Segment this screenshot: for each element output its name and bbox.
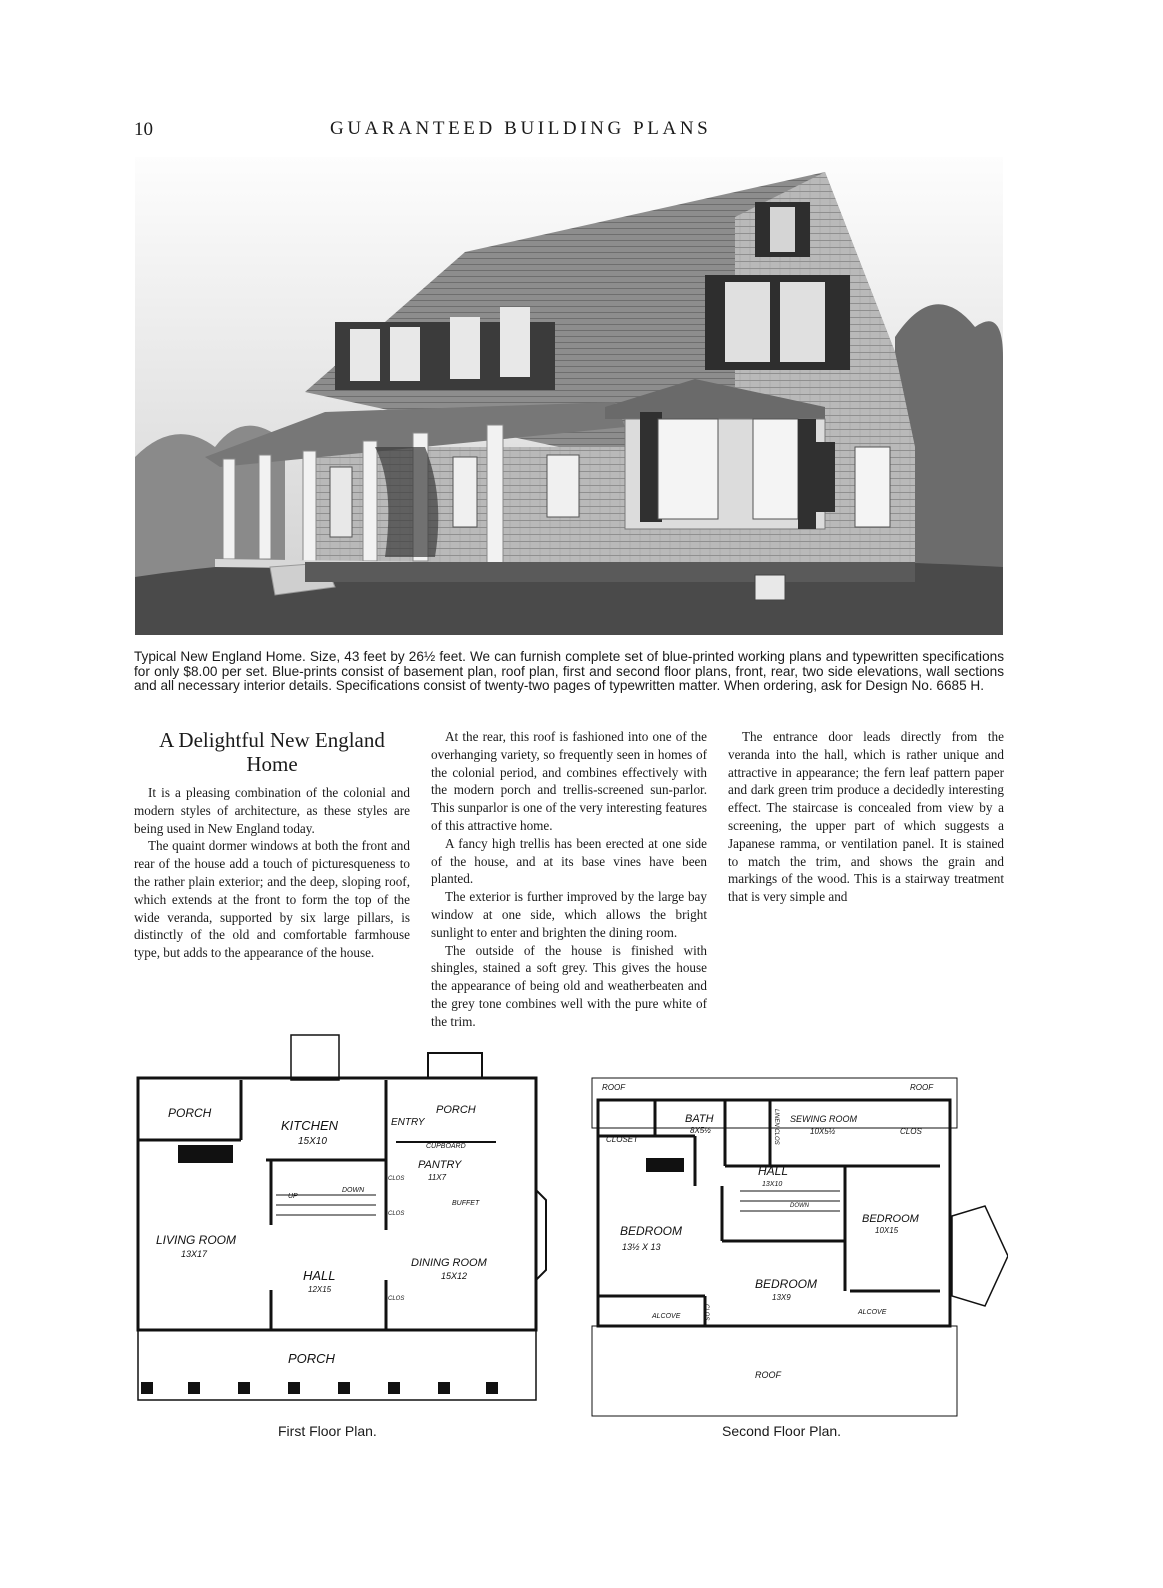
plan1-label-cupboard: CUPBOARD	[426, 1143, 466, 1150]
article-paragraph: At the rear, this roof is fashioned into one of the overhanging variety, so frequently seen in homes of the colonial period, and combines effectively with the modern porch and trellis-screened sun-parlor. This sunparlor is one of the very interesting features of this attractive home.	[431, 729, 707, 833]
running-title: GUARANTEED BUILDING PLANS	[330, 118, 712, 139]
article-paragraph: The exterior is further improved by the large bay window at one side, which allows the bright sunlight to enter and brighten the dining room.	[431, 889, 707, 940]
plan1-label-living-room: LIVING ROOM	[156, 1233, 237, 1247]
article-paragraph: The quaint dormer windows at both the front and rear of the house add a touch of picturesqueness to the rather plain exterior; and the deep, sloping roof, which extends at the front to form the top of the wide veranda, supported by six large pillars, is distinctly of the old and comfortable farmhouse type, but adds to the appearance of the house.	[134, 838, 410, 961]
house-photo	[135, 157, 1003, 635]
photo-caption: Typical New England Home. Size, 43 feet by 26½ feet. We can furnish complete set of blue-printed working plans and typewritten specifications for only $8.00 per set. Blue-prints consist of basement plan, roof plan, first and second floor plans, front, rear, two side elevations, wall sections and all necessary interior details. Specifications consist of twenty-two pages of typewritten matter. When ordering, ask for Design No. 6685 H.	[134, 649, 1004, 693]
plan2-label-bedroom-center-size: 13X9	[772, 1293, 791, 1302]
article-column-3	[728, 728, 1004, 906]
plan1-label-entry: ENTRY	[391, 1117, 425, 1128]
plan1-label-up: UP	[288, 1193, 298, 1200]
plan1-label-dining-room-size: 15X12	[441, 1271, 468, 1281]
article-column-1	[134, 728, 410, 962]
plan1-label-clos-2: CLOS	[388, 1211, 405, 1217]
article-paragraph: It is a pleasing combination of the colonial and modern styles of architecture, as these styles are being used in New England today.	[134, 785, 410, 836]
plan2-label-alcove-right: ALCOVE	[858, 1309, 887, 1316]
article-title: A Delightful New England Home	[159, 728, 385, 776]
article-paragraph: The outside of the house is finished with shingles, stained a soft grey. This gives the house the appearance of being old and weatherbeaten and the grey tone combines well with the pure white of the trim.	[431, 942, 707, 1029]
plan1-label-clos-3: CLOS	[388, 1296, 405, 1302]
plan1-label-porch-top-right: PORCH	[436, 1104, 476, 1116]
plan2-label-linen-clos: LINEN CLOS	[773, 1109, 779, 1145]
plan2-label-sewing-room-size: 10X5½	[810, 1127, 836, 1136]
plan1-label-kitchen-size: 15X10	[298, 1136, 327, 1147]
plan2-label-bedroom-center: BEDROOM	[755, 1277, 818, 1291]
article-column-2	[431, 728, 707, 1031]
plan1-label-pantry: PANTRY	[418, 1159, 462, 1171]
plan2-label-bedroom-left-size: 13½ X 13	[622, 1242, 661, 1252]
plan2-label-alcove-left: ALCOVE	[652, 1313, 681, 1320]
plan2-label-roof-bottom: ROOF	[755, 1370, 781, 1380]
plan1-label-pantry-size: 11X7	[428, 1173, 447, 1182]
article-paragraph: The entrance door leads directly from the veranda into the hall, which is rather unique and attractive in appearance; the fern leaf pattern paper and dark green trim produce a decidedly interesting effect. The staircase is concealed from view by a screening, the upper part of which suggests a Japanese ramma, or ventilation panel. It is stained to match the trim, and shows the grain and markings of the wood. This is a stairway treatment that is very simple and	[728, 729, 1004, 905]
plan1-label-hall-size: 12X15	[308, 1285, 332, 1294]
plan1-label-porch-front: PORCH	[288, 1351, 335, 1366]
plan2-label-roof-top-right: ROOF	[910, 1083, 934, 1092]
plan2-label-bath: BATH	[685, 1113, 714, 1125]
plan2-label-bedroom-right-size: 10X15	[875, 1226, 899, 1235]
plan2-label-sewing-room: SEWING ROOM	[790, 1114, 857, 1124]
second-floor-plan-caption: Second Floor Plan.	[722, 1423, 842, 1439]
plan1-label-down: DOWN	[342, 1187, 365, 1194]
plan1-label-buffet: BUFFET	[452, 1200, 480, 1207]
plan1-label-living-room-size: 13X17	[181, 1249, 208, 1259]
plan1-label-porch-top-left: PORCH	[168, 1106, 212, 1120]
plan2-label-hall-size: 13X10	[762, 1181, 783, 1188]
plan2-label-clos-center: CLOS	[703, 1304, 709, 1321]
second-floor-plan	[590, 1076, 1008, 1422]
plan1-label-clos-1: CLOS	[388, 1176, 405, 1182]
plan2-label-down: DOWN	[790, 1203, 809, 1209]
plan1-label-dining-room: DINING ROOM	[411, 1257, 487, 1269]
plan2-label-bedroom-left: BEDROOM	[620, 1224, 683, 1238]
first-floor-plan	[136, 1030, 548, 1422]
article-paragraph: A fancy high trellis has been erected at one side of the house, and at its base vines have been planted.	[431, 835, 707, 887]
page-number: 10	[134, 119, 153, 140]
plan2-label-bath-size: 8X5½	[690, 1126, 711, 1135]
plan2-label-roof-top-left: ROOF	[602, 1083, 626, 1092]
plan2-label-clos-right: CLOS	[900, 1127, 922, 1136]
plan1-label-hall: HALL	[303, 1268, 336, 1283]
plan2-label-bedroom-right: BEDROOM	[862, 1213, 919, 1225]
plan1-label-kitchen: KITCHEN	[281, 1118, 339, 1133]
plan2-label-hall: HALL	[758, 1164, 789, 1178]
plan2-label-closet: CLOSET	[606, 1135, 639, 1144]
first-floor-plan-caption: First Floor Plan.	[278, 1423, 377, 1439]
